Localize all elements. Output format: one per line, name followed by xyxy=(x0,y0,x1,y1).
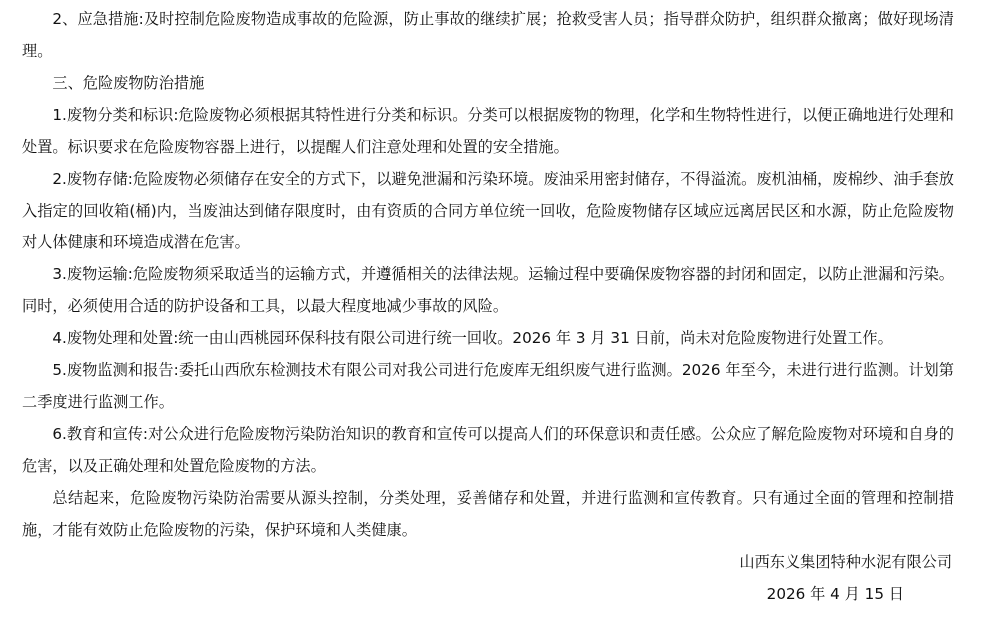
paragraph-summary: 总结起来，危险废物污染防治需要从源头控制，分类处理，妥善储存和处置，并进行监测和宣传教育。只有通过全面的管理和控制措施，才能有效防止危险废物的污染，保护环境和人类健康。 xyxy=(22,489,954,539)
paragraph-treatment-disposal: 4.废物处理和处置:统一由山西桃园环保科技有限公司进行统一回收。2026 年 3 月 31 日前，尚未对危险废物进行处置工作。 xyxy=(52,329,893,347)
paragraph-classification-labeling: 1.废物分类和标识:危险废物必须根据其特性进行分类和标识。分类可以根据废物的物理，化学和生物特性进行，以便正确地进行处理和处置。标识要求在危险废物容器上进行，以提醒人们注意处理和处置的安全措施。 xyxy=(22,106,954,156)
paragraph-transport: 3.废物运输:危险废物须采取适当的运输方式，并遵循相关的法律法规。运输过程中要确保废物容器的封闭和固定，以防止泄漏和污染。同时，必须使用合适的防护设备和工具，以最大程度地减少事故的风险。 xyxy=(22,265,954,315)
paragraph-storage: 2.废物存储:危险废物必须储存在安全的方式下，以避免泄漏和污染环境。废油采用密封储存，不得溢流。废机油桶，废棉纱、油手套放入指定的回收箱(桶)内，当废油达到储存限度时，由有资质的合同方单位统一回收，危险废物储存区域应远离居民区和水源，防止危险废物对人体健康和环境造成潜在危害。 xyxy=(22,170,954,252)
signature-company: 山西东义集团特种水泥有限公司 xyxy=(739,553,952,571)
signature-date: 2026 年 4 月 15 日 xyxy=(766,585,904,603)
paragraph-education-publicity: 6.教育和宣传:对公众进行危险废物污染防治知识的教育和宣传可以提高人们的环保意识和责任感。公众应了解危险废物对环境和自身的危害，以及正确处理和处置危险废物的方法。 xyxy=(22,425,954,475)
section-heading-prevention-measures: 三、危险废物防治措施 xyxy=(52,74,205,92)
paragraph-monitoring-reporting: 5.废物监测和报告:委托山西欣东检测技术有限公司对我公司进行危废库无组织废气进行监测。2026 年至今，未进行进行监测。计划第二季度进行监测工作。 xyxy=(22,361,954,411)
paragraph-emergency-measures: 2、应急措施:及时控制危险废物造成事故的危险源，防止事故的继续扩展；抢救受害人员；指导群众防护，组织群众撤离；做好现场清理。 xyxy=(22,10,954,60)
